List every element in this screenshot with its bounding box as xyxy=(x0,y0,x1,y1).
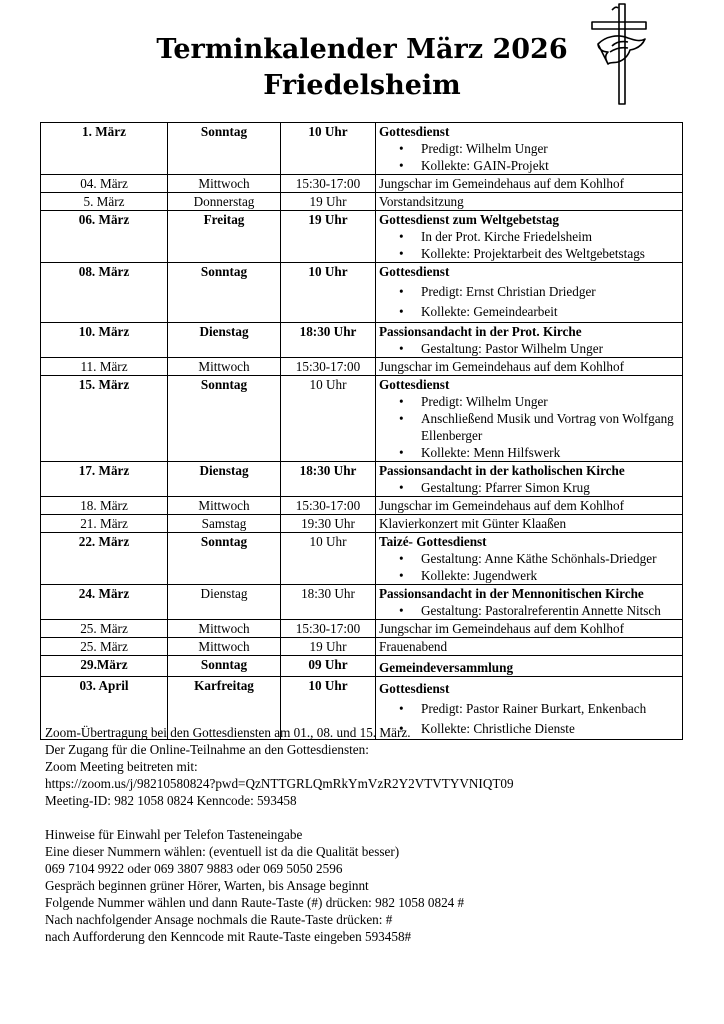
event-details xyxy=(379,283,679,320)
event-row xyxy=(41,263,683,323)
event-description xyxy=(376,638,683,656)
event-date: 06. März xyxy=(41,211,168,263)
phone-note-line: Hinweise für Einwahl per Telefon Tasteneingabe xyxy=(45,827,303,842)
event-detail-item: • Predigt: Ernst Christian Driedger xyxy=(379,283,679,300)
event-date: 18. März xyxy=(41,497,168,515)
event-title: Vorstandsitzung xyxy=(379,194,464,209)
event-day: Dienstag xyxy=(168,323,281,358)
event-day: Mittwoch xyxy=(168,175,281,193)
event-day: Sonntag xyxy=(168,533,281,585)
zoom-note-line: Zoom Meeting beitreten mit: xyxy=(45,759,198,774)
event-time: 10 Uhr xyxy=(281,263,376,323)
phone-note-line: Gespräch beginnen grüner Hörer, Warten, bis Ansage beginnt xyxy=(45,878,369,893)
event-description xyxy=(376,123,683,175)
event-detail-item: • Gestaltung: Pastor Wilhelm Unger xyxy=(379,340,679,357)
event-row xyxy=(41,175,683,193)
event-row xyxy=(41,462,683,497)
event-description xyxy=(376,358,683,376)
event-day: Dienstag xyxy=(168,585,281,620)
event-detail-item: • Kollekte: Gemeindearbeit xyxy=(379,303,679,320)
event-details xyxy=(379,550,679,584)
zoom-note-line: Zoom-Übertragung bei den Gottesdiensten am 01., 08. und 15. März. xyxy=(45,725,411,740)
event-day: Donnerstag xyxy=(168,193,281,211)
event-title: Klavierkonzert mit Günter Klaaßen xyxy=(379,516,567,531)
event-day: Dienstag xyxy=(168,462,281,497)
event-day: Sonntag xyxy=(168,656,281,677)
event-title: Gottesdienst xyxy=(379,377,450,392)
event-date: 29.März xyxy=(41,656,168,677)
event-description xyxy=(376,376,683,462)
event-description xyxy=(376,211,683,263)
event-time: 15:30-17:00 xyxy=(281,620,376,638)
event-time: 18:30 Uhr xyxy=(281,462,376,497)
event-title: Taizé- Gottesdienst xyxy=(379,534,487,549)
event-detail-item: • In der Prot. Kirche Friedelsheim xyxy=(379,228,679,245)
event-detail-item: • Kollekte: Projektarbeit des Weltgebetstags xyxy=(379,245,679,262)
event-title: Gottesdienst zum Weltgebetstag xyxy=(379,212,559,227)
event-description xyxy=(376,263,683,323)
events-table xyxy=(40,122,683,740)
event-day: Sonntag xyxy=(168,263,281,323)
event-details xyxy=(379,479,679,496)
event-time: 19 Uhr xyxy=(281,211,376,263)
event-day: Samstag xyxy=(168,515,281,533)
event-detail-item: • Kollekte: GAIN-Projekt xyxy=(379,157,679,174)
event-details xyxy=(379,228,679,262)
event-date: 5. März xyxy=(41,193,168,211)
event-time: 19 Uhr xyxy=(281,638,376,656)
event-row xyxy=(41,638,683,656)
cross-dove-icon xyxy=(588,2,648,106)
event-date: 17. März xyxy=(41,462,168,497)
event-time: 15:30-17:00 xyxy=(281,175,376,193)
event-title: Gottesdienst xyxy=(379,124,450,139)
event-date: 10. März xyxy=(41,323,168,358)
event-title: Passionsandacht in der Prot. Kirche xyxy=(379,324,582,339)
phone-note-line: 069 7104 9922 oder 069 3807 9883 oder 069 5050 2596 xyxy=(45,861,343,876)
event-detail-item: • Gestaltung: Anne Käthe Schönhals-Driedger xyxy=(379,550,679,567)
event-description xyxy=(376,533,683,585)
event-day: Sonntag xyxy=(168,376,281,462)
event-day: Mittwoch xyxy=(168,620,281,638)
event-date: 08. März xyxy=(41,263,168,323)
event-row xyxy=(41,533,683,585)
event-row xyxy=(41,123,683,175)
title-line-2: Friedelsheim xyxy=(263,70,461,101)
zoom-note-line: Meeting-ID: 982 1058 0824 Kenncode: 593458 xyxy=(45,793,297,808)
event-time: 19:30 Uhr xyxy=(281,515,376,533)
phone-note-line: Eine dieser Nummern wählen: (eventuell ist da die Qualität besser) xyxy=(45,844,400,859)
event-description xyxy=(376,620,683,638)
event-day: Karfreitag xyxy=(168,677,281,740)
event-detail-item: • Gestaltung: Pastoralreferentin Annette Nitsch xyxy=(379,602,679,619)
title-line-1: Terminkalender März 2026 xyxy=(156,34,568,65)
event-time: 09 Uhr xyxy=(281,656,376,677)
event-day: Mittwoch xyxy=(168,638,281,656)
event-date: 1. März xyxy=(41,123,168,175)
event-date: 25. März xyxy=(41,620,168,638)
event-title: Passionsandacht in der katholischen Kirche xyxy=(379,463,625,478)
event-row xyxy=(41,585,683,620)
event-row xyxy=(41,515,683,533)
event-date: 25. März xyxy=(41,638,168,656)
event-title: Jungschar im Gemeindehaus auf dem Kohlhof xyxy=(379,359,625,374)
event-detail-item: • Predigt: Wilhelm Unger xyxy=(379,393,679,410)
event-date: 15. März xyxy=(41,376,168,462)
event-description xyxy=(376,193,683,211)
event-description xyxy=(376,497,683,515)
event-title: Passionsandacht in der Mennonitischen Kirche xyxy=(379,586,644,601)
event-date: 24. März xyxy=(41,585,168,620)
event-details xyxy=(379,393,679,461)
event-row xyxy=(41,656,683,677)
event-description xyxy=(376,656,683,677)
event-date: 04. März xyxy=(41,175,168,193)
event-time: 10 Uhr xyxy=(281,123,376,175)
event-title: Gottesdienst xyxy=(379,264,450,279)
event-date: 22. März xyxy=(41,533,168,585)
event-description xyxy=(376,515,683,533)
event-details xyxy=(379,140,679,174)
event-title: Frauenabend xyxy=(379,639,448,654)
event-description xyxy=(376,585,683,620)
phone-note-line: Folgende Nummer wählen und dann Raute-Taste (#) drücken: 982 1058 0824 # xyxy=(45,895,465,910)
event-time: 15:30-17:00 xyxy=(281,497,376,515)
event-day: Mittwoch xyxy=(168,497,281,515)
event-title: Gottesdienst xyxy=(379,681,450,696)
zoom-notes xyxy=(45,724,685,809)
event-title: Jungschar im Gemeindehaus auf dem Kohlhof xyxy=(379,498,625,513)
event-time: 10 Uhr xyxy=(281,376,376,462)
event-row xyxy=(41,193,683,211)
event-details xyxy=(379,340,679,357)
event-row xyxy=(41,376,683,462)
phone-note-line: nach Aufforderung den Kenncode mit Raute-Taste eingeben 593458# xyxy=(45,929,412,944)
zoom-note-line: Der Zugang für die Online-Teilnahme an den Gottesdiensten: xyxy=(45,742,369,757)
event-time: 18:30 Uhr xyxy=(281,585,376,620)
event-date: 03. April xyxy=(41,677,168,740)
event-time: 18:30 Uhr xyxy=(281,323,376,358)
zoom-note-line: https://zoom.us/j/98210580824?pwd=QzNTTGRLQmRkYmVzR2Y2VTVTYVNIQT09 xyxy=(45,776,514,791)
event-detail-item: • Anschließend Musik und Vortrag von Wolfgang Ellenberger xyxy=(379,410,679,444)
event-time: 15:30-17:00 xyxy=(281,358,376,376)
event-row xyxy=(41,497,683,515)
event-details xyxy=(379,602,679,619)
event-detail-item: • Kollekte: Jugendwerk xyxy=(379,567,679,584)
event-date: 11. März xyxy=(41,358,168,376)
event-row xyxy=(41,211,683,263)
notes-section xyxy=(45,724,685,945)
phone-note-line: Nach nachfolgender Ansage nochmals die Raute-Taste drücken: # xyxy=(45,912,393,927)
event-day: Sonntag xyxy=(168,123,281,175)
event-title: Jungschar im Gemeindehaus auf dem Kohlhof xyxy=(379,621,625,636)
event-row xyxy=(41,620,683,638)
event-description xyxy=(376,462,683,497)
event-row xyxy=(41,358,683,376)
event-title: Jungschar im Gemeindehaus auf dem Kohlhof xyxy=(379,176,625,191)
event-description xyxy=(376,323,683,358)
event-row xyxy=(41,323,683,358)
event-date: 21. März xyxy=(41,515,168,533)
event-detail-item: • Predigt: Pastor Rainer Burkart, Enkenbach xyxy=(379,700,679,717)
event-time: 10 Uhr xyxy=(281,533,376,585)
event-day: Freitag xyxy=(168,211,281,263)
event-time: 19 Uhr xyxy=(281,193,376,211)
event-description xyxy=(376,175,683,193)
event-day: Mittwoch xyxy=(168,358,281,376)
event-detail-item: • Kollekte: Menn Hilfswerk xyxy=(379,444,679,461)
event-detail-item: • Kollekte: Christliche Dienste xyxy=(379,720,679,737)
event-title: Gemeindeversammlung xyxy=(379,660,514,675)
event-time: 10 Uhr xyxy=(281,677,376,740)
phone-notes xyxy=(45,826,685,945)
event-detail-item: • Predigt: Wilhelm Unger xyxy=(379,140,679,157)
event-detail-item: • Gestaltung: Pfarrer Simon Krug xyxy=(379,479,679,496)
